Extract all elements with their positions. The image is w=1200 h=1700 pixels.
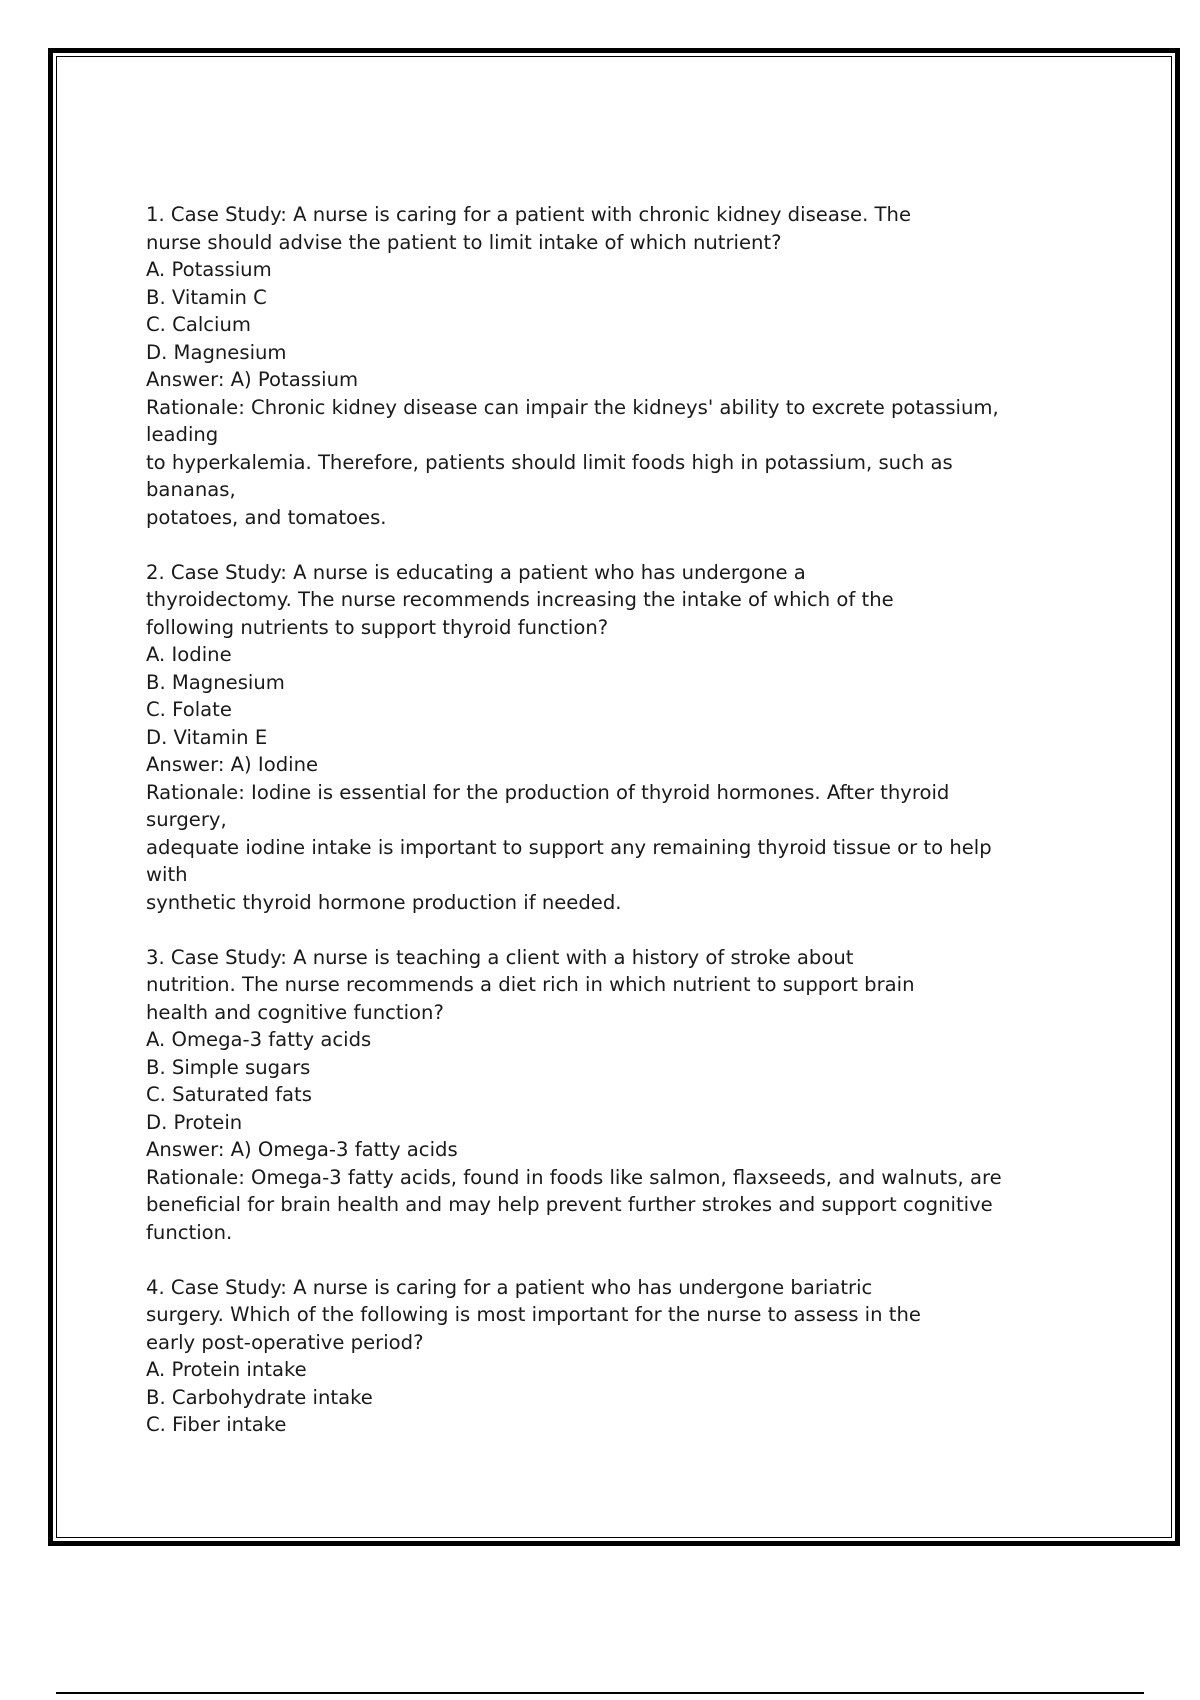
question-4-option-a: A. Protein intake [146,1358,307,1381]
question-3-option-a: A. Omega-3 fatty acids [146,1028,372,1051]
question-2-rationale-line: adequate iodine intake is important to support any remaining thyroid tissue or to help [146,835,992,859]
question-list [146,201,1096,1466]
question-3-stem-line: 3. Case Study: A nurse is teaching a client with a history of stroke about [146,945,854,969]
question-1-rationale-line: potatoes, and tomatoes. [146,505,387,529]
question-1-option-c: C. Calcium [146,313,251,336]
question-2-option-a: A. Iodine [146,643,232,666]
question-2-rationale-line: with [146,863,188,886]
question-3-option-c: C. Saturated fats [146,1083,312,1106]
question-4-stem-line: surgery. Which of the following is most important for the nurse to assess in the [146,1303,921,1326]
question-2 [146,559,1096,917]
question-2-option-c: C. Folate [146,698,232,721]
question-3-option-b: B. Simple sugars [146,1055,311,1079]
question-2-option-b: B. Magnesium [146,670,285,694]
question-4-option-b: B. Carbohydrate intake [146,1385,373,1409]
question-1-option-d: D. Magnesium [146,340,287,364]
question-2-stem-line: 2. Case Study: A nurse is educating a patient who has undergone a [146,560,806,584]
question-3-stem-line: health and cognitive function? [146,1000,444,1024]
question-2-answer: Answer: A) Iodine [146,753,319,776]
footer-divider [56,1692,1144,1694]
question-2-rationale-line: surgery, [146,808,227,831]
question-4 [146,1274,1096,1439]
question-1-rationale-line: Rationale: Chronic kidney disease can impair the kidneys' ability to excrete potassium, [146,395,999,419]
question-2-stem-line: following nutrients to support thyroid function? [146,615,609,639]
question-3-option-d: D. Protein [146,1110,243,1134]
question-1-rationale-line: leading [146,423,219,446]
question-2-rationale-line: Rationale: Iodine is essential for the production of thyroid hormones. After thyroid [146,780,950,804]
question-1-option-a: A. Potassium [146,258,272,281]
question-1-stem-line: 1. Case Study: A nurse is caring for a patient with chronic kidney disease. The [146,203,911,226]
question-1 [146,201,1096,531]
question-1-rationale-line: bananas, [146,478,236,501]
question-4-stem-line: early post-operative period? [146,1330,424,1354]
question-1-stem-line: nurse should advise the patient to limit intake of which nutrient? [146,230,782,254]
question-1-option-b: B. Vitamin C [146,285,267,309]
question-3-answer: Answer: A) Omega-3 fatty acids [146,1138,458,1161]
question-2-option-d: D. Vitamin E [146,725,268,749]
question-2-rationale-line: synthetic thyroid hormone production if needed. [146,890,622,914]
question-3-rationale-line: function. [146,1220,233,1244]
question-3 [146,944,1096,1247]
question-4-option-c: C. Fiber intake [146,1413,287,1436]
question-4-stem-line: 4. Case Study: A nurse is caring for a patient who has undergone bariatric [146,1275,873,1299]
question-3-rationale-line: beneficial for brain health and may help prevent further strokes and support cognitive [146,1193,993,1216]
question-3-stem-line: nutrition. The nurse recommends a diet rich in which nutrient to support brain [146,973,915,996]
question-3-rationale-line: Rationale: Omega-3 fatty acids, found in foods like salmon, flaxseeds, and walnuts, are [146,1165,1002,1189]
question-1-answer: Answer: A) Potassium [146,368,359,391]
question-2-stem-line: thyroidectomy. The nurse recommends increasing the intake of which of the [146,588,894,611]
question-1-rationale-line: to hyperkalemia. Therefore, patients should limit foods high in potassium, such as [146,450,953,474]
